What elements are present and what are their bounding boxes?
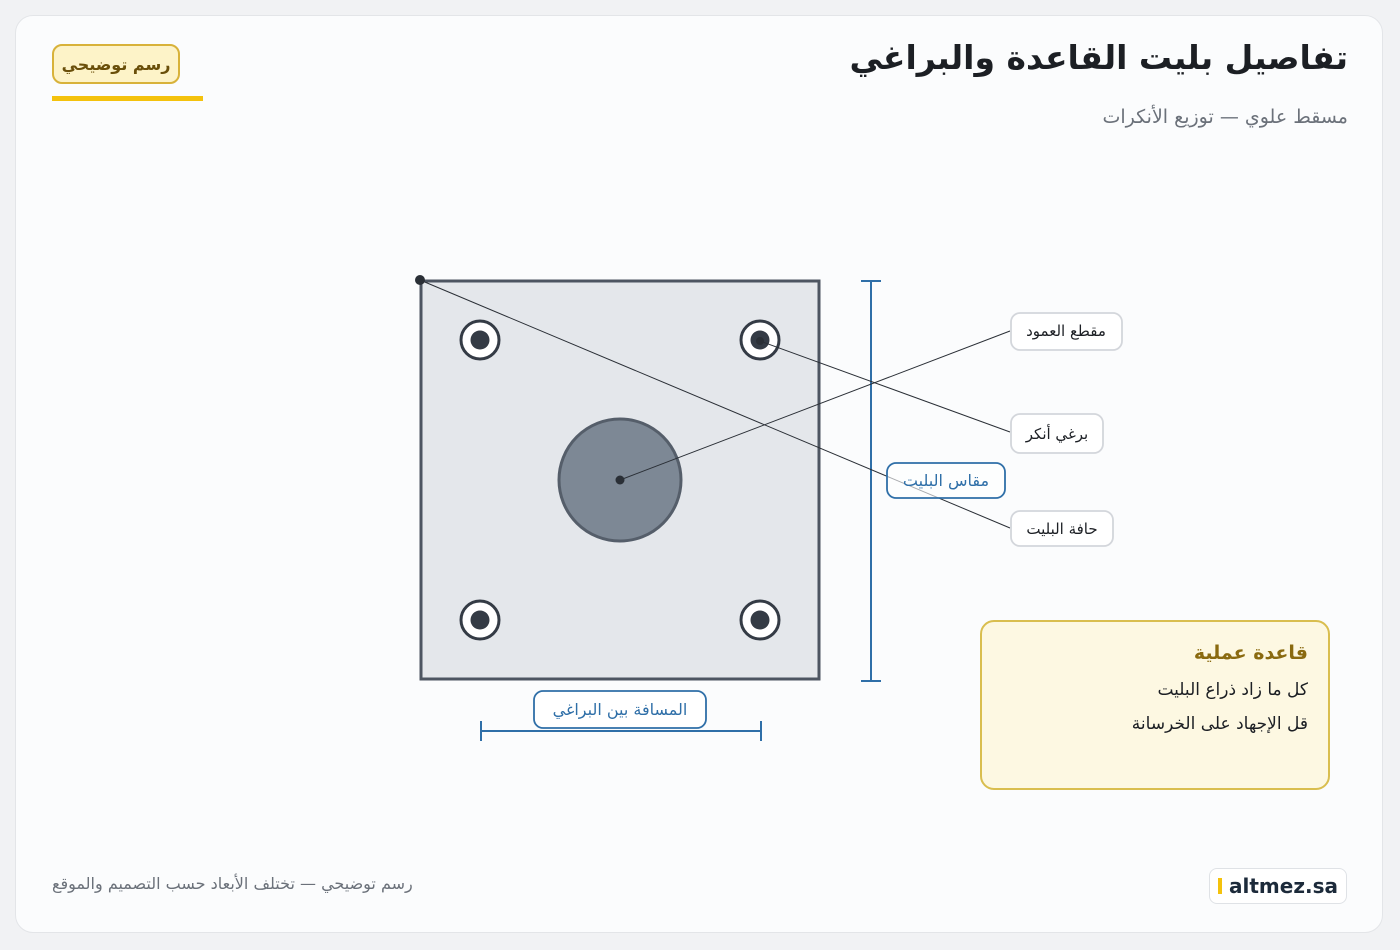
- page-subtitle: مسقط علوي — توزيع الأنكرات: [1102, 106, 1348, 128]
- page-title: تفاصيل بليت القاعدة والبراغي: [849, 38, 1348, 77]
- plate-size-dimension: [861, 281, 881, 681]
- illustration-badge: رسم توضيحي: [52, 44, 180, 84]
- column-leader-dot: [616, 476, 625, 485]
- note-line: كل ما زاد ذراع البليت: [1157, 680, 1308, 700]
- bolt-spacing-label: المسافة بين البراغي: [552, 700, 688, 719]
- anchor-bolt: [461, 321, 499, 359]
- brand-name: altmez.sa: [1229, 874, 1338, 898]
- note-line: قل الإجهاد على الخرسانة: [1131, 714, 1308, 734]
- edge-callout-label: حافة البليت: [1026, 520, 1098, 538]
- brand-accent-bar: [1218, 878, 1222, 894]
- note-title: قاعدة عملية: [1193, 642, 1308, 664]
- plate-size-label: مقاس البليت: [902, 471, 990, 490]
- anchor-leader-dot: [756, 337, 764, 345]
- anchor-bolt: [741, 601, 779, 639]
- footer-caption: رسم توضيحي — تختلف الأبعاد حسب التصميم والموقع: [52, 874, 413, 893]
- practical-rule-note: [980, 620, 1330, 790]
- anchor-callout-label: برغي أنكر: [1025, 425, 1089, 443]
- edge-leader-dot: [415, 275, 425, 285]
- column-callout-label: مقطع العمود: [1026, 322, 1106, 340]
- anchor-bolt: [461, 601, 499, 639]
- brand-badge[interactable]: [1209, 868, 1347, 904]
